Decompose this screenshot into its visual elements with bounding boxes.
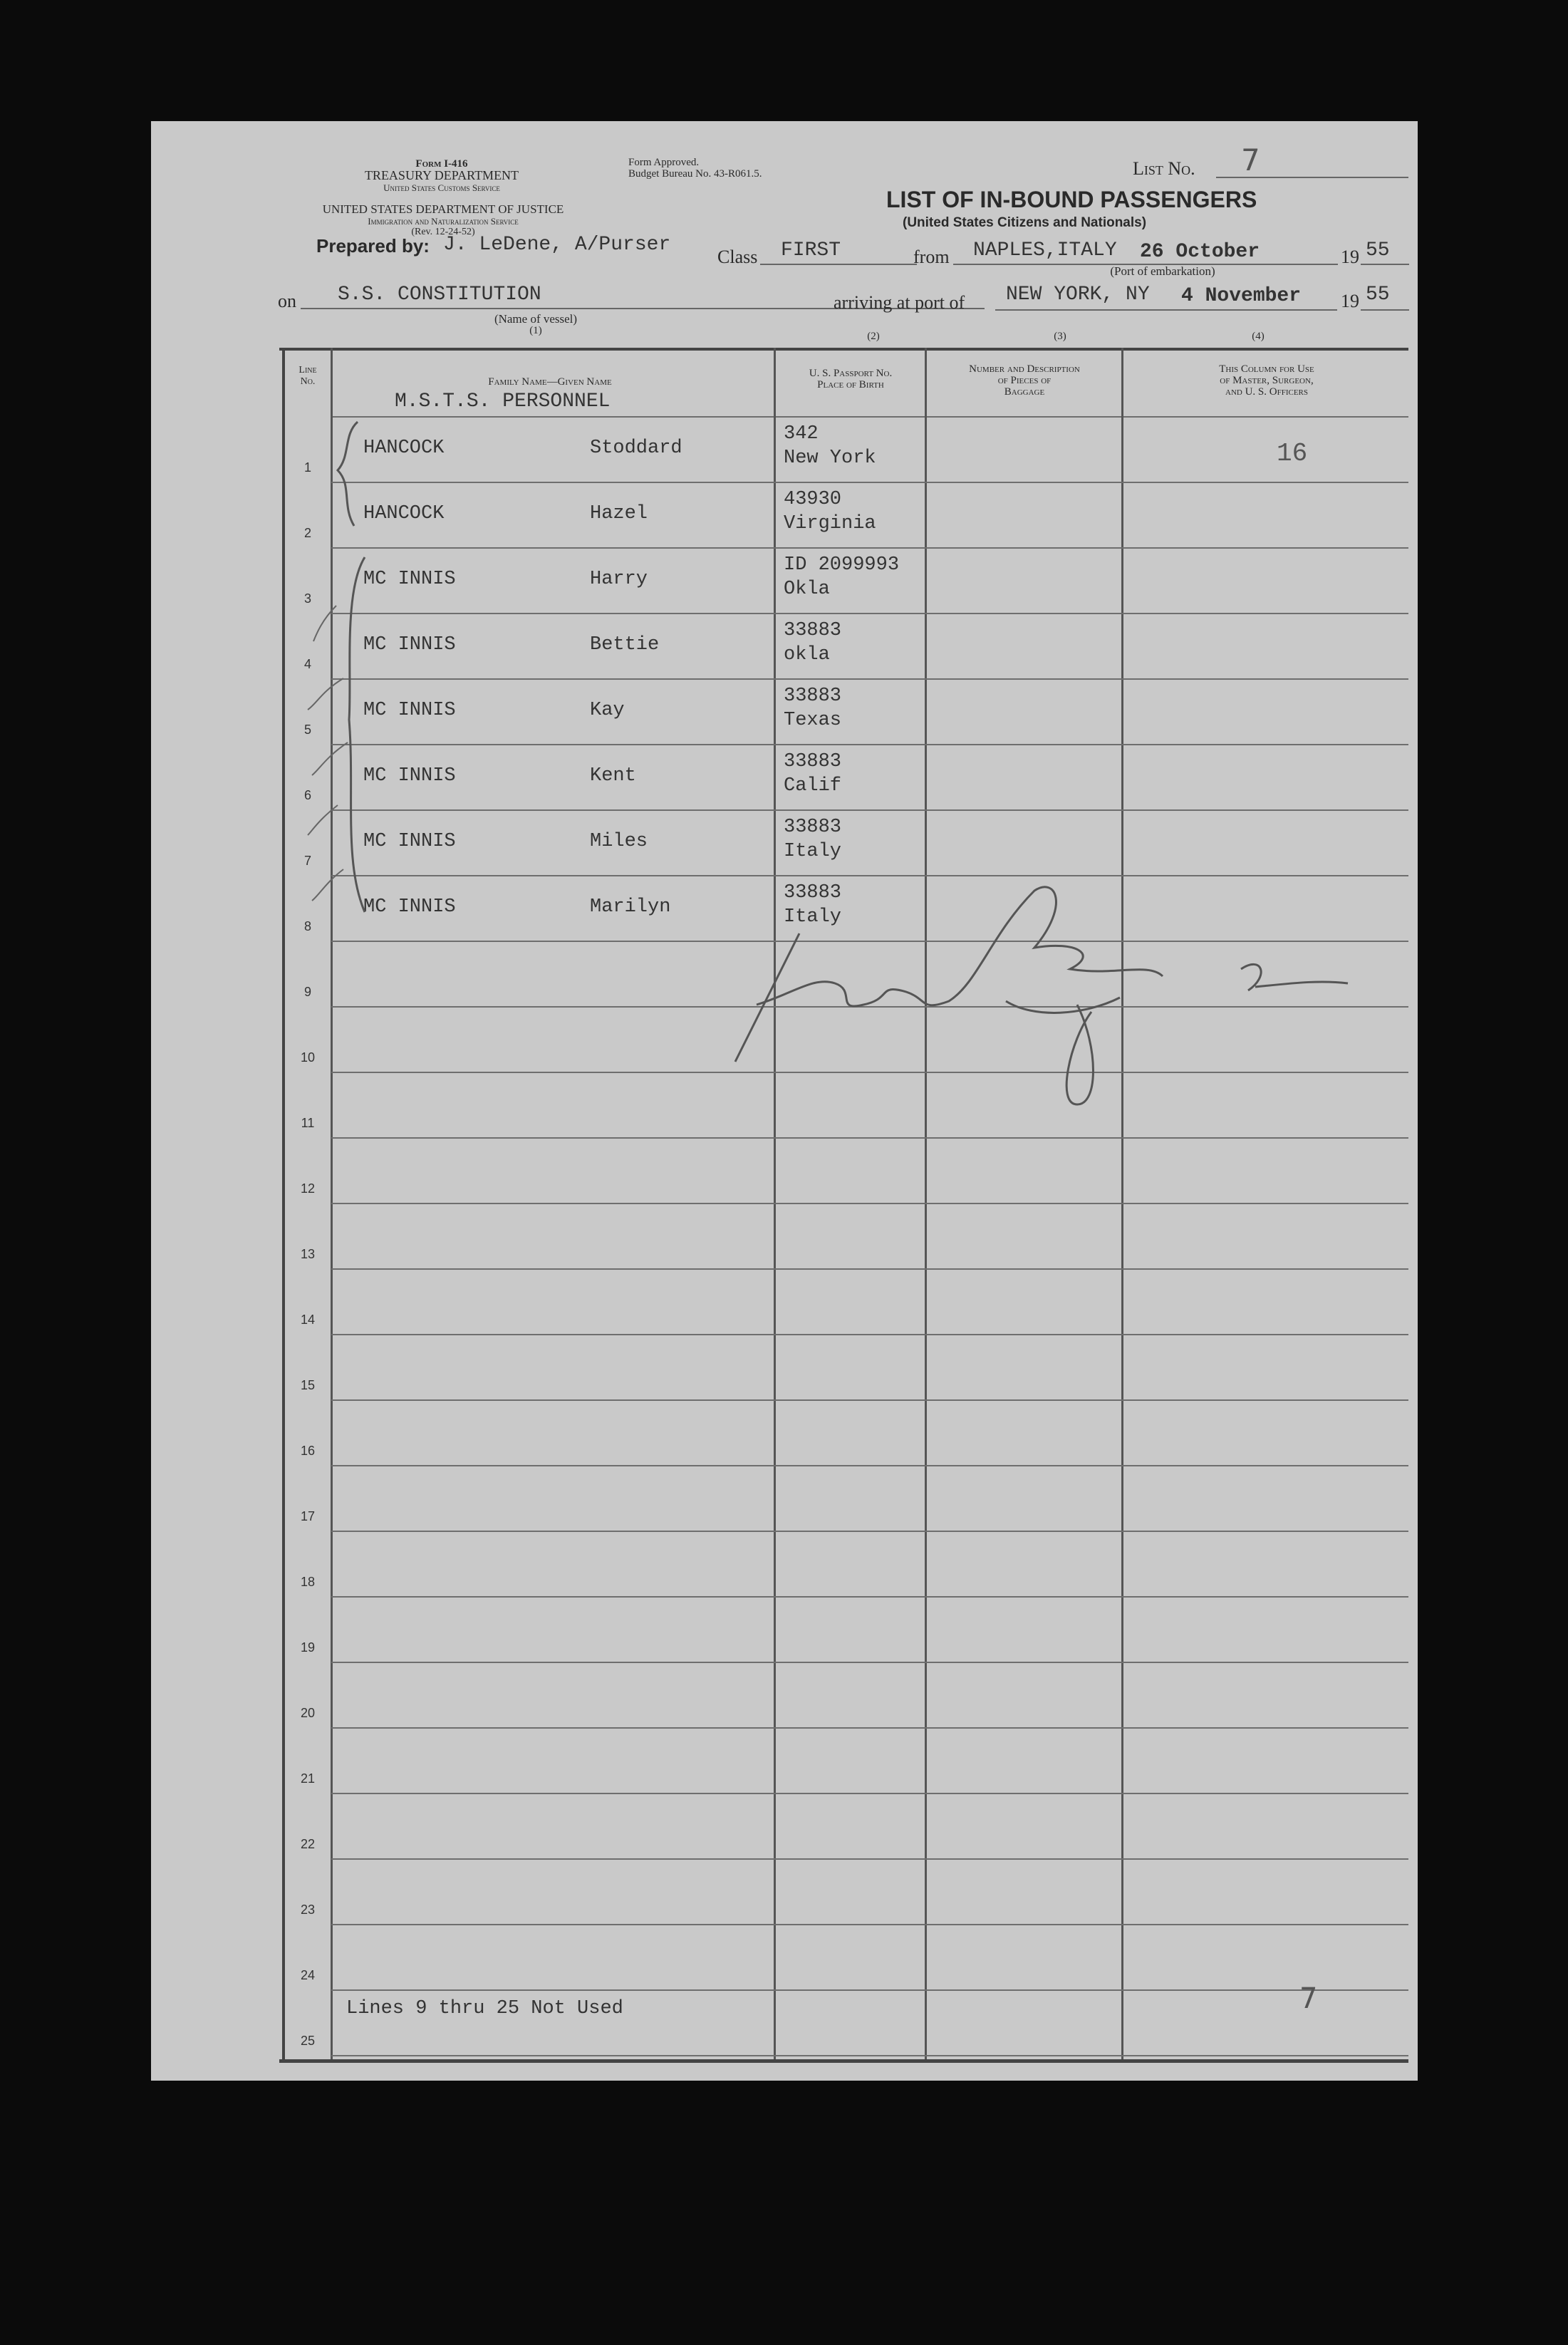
place-of-birth: Italy: [784, 906, 842, 928]
line-number: 21: [300, 1771, 316, 1786]
line-number: 24: [300, 1968, 316, 1982]
line-number: 9: [303, 985, 311, 999]
family-name: HANCOCK: [363, 438, 445, 459]
given-name: Miles: [590, 831, 648, 852]
arrival-date: 4 November: [1181, 285, 1302, 307]
depart-year-prefix: 19: [1341, 247, 1359, 267]
line-number: 4: [303, 657, 311, 671]
col-header-baggage: Number and Description of Pieces of Baggage: [969, 363, 1080, 398]
document-title: LIST OF IN-BOUND PASSENGERS: [886, 187, 1257, 212]
depart-year: 55: [1366, 239, 1390, 262]
family-name: MC INNIS: [363, 765, 456, 787]
line-number: 14: [300, 1313, 316, 1327]
line-number: 7: [303, 854, 311, 868]
arriving-label: arriving at port of: [834, 292, 965, 313]
place-of-birth: New York: [784, 447, 876, 469]
document-subtitle: (United States Citizens and Nationals): [903, 215, 1147, 230]
department-name: TREASURY DEPARTMENT: [364, 168, 519, 182]
bracket-stroke: [312, 869, 343, 901]
family-name: MC INNIS: [363, 896, 456, 918]
family-name: HANCOCK: [363, 503, 445, 524]
footer-note: Lines 9 thru 25 Not Used: [346, 1998, 623, 2019]
line-number: 18: [300, 1575, 316, 1589]
given-name: Harry: [590, 569, 648, 590]
group-header: M.S.T.S. PERSONNEL: [395, 390, 611, 413]
given-name: Marilyn: [590, 896, 671, 918]
line-number: 17: [300, 1509, 316, 1523]
passport-number: 33883: [784, 620, 842, 641]
handwritten-marks: [151, 121, 1418, 2081]
from-value: NAPLES,ITALY: [973, 239, 1117, 262]
form-number: Form I-416: [415, 158, 468, 170]
line-number: 2: [303, 526, 311, 540]
place-of-birth: Virginia: [784, 513, 876, 534]
on-label: on: [278, 291, 296, 311]
signature-stroke: [735, 887, 1348, 1104]
passport-number: 33883: [784, 882, 842, 904]
place-of-birth: Texas: [784, 710, 842, 731]
line-number: 5: [303, 723, 311, 737]
passport-number: 342: [784, 423, 819, 445]
class-label: Class: [717, 247, 758, 267]
col4-caption: (4): [1252, 331, 1265, 342]
line-number: 3: [303, 591, 311, 606]
passport-number: ID 2099993: [784, 554, 900, 576]
col-header-officers: This Column for Use of Master, Surgeon, and U. S. Officers: [1219, 363, 1314, 398]
line-number: 8: [303, 919, 311, 933]
approval-line: Form Approved.: [628, 157, 700, 168]
line-number: 19: [300, 1640, 316, 1655]
bracket-stroke: [313, 606, 336, 641]
family-name: MC INNIS: [363, 700, 456, 721]
family-name: MC INNIS: [363, 569, 456, 590]
officer-note: 16: [1277, 439, 1308, 468]
line-number: 25: [300, 2034, 316, 2048]
line-number: 1: [303, 460, 311, 475]
departure-date: 26 October: [1140, 241, 1260, 263]
line-number: 13: [300, 1247, 316, 1261]
ins-line: Immigration and Naturalization Service: [368, 216, 519, 227]
given-name: Bettie: [590, 634, 660, 656]
line-number: 6: [303, 788, 311, 802]
doj-line: UNITED STATES DEPARTMENT OF JUSTICE: [322, 202, 564, 216]
line-number: 12: [300, 1181, 316, 1196]
passport-number: 43930: [784, 489, 842, 510]
arrival-year: 55: [1366, 284, 1390, 306]
given-name: Stoddard: [590, 438, 682, 459]
bracket-stroke: [338, 422, 358, 526]
line-number: 16: [300, 1444, 316, 1458]
bracket-stroke: [308, 678, 343, 710]
place-of-birth: Italy: [784, 841, 842, 862]
from-label: from: [913, 247, 950, 267]
port-embark-caption: (Port of embarkation): [1110, 264, 1215, 278]
bracket-stroke: [349, 557, 365, 912]
given-name: Hazel: [590, 503, 648, 524]
line-number: 22: [300, 1837, 316, 1851]
list-no-value: 7: [1241, 143, 1260, 177]
footer-mark: 7: [1299, 1982, 1318, 2015]
line-number: 11: [301, 1116, 315, 1130]
list-no-label: List No.: [1133, 158, 1195, 179]
given-name: Kay: [590, 700, 625, 721]
prepared-by-label: Prepared by:: [316, 235, 430, 257]
col3-caption: (3): [1054, 331, 1066, 342]
col2-caption: (2): [867, 331, 880, 342]
col1-caption: (1): [529, 325, 542, 336]
prepared-by-value: J. LeDene, A/Purser: [443, 234, 671, 256]
family-name: MC INNIS: [363, 634, 456, 656]
line-number: 15: [300, 1378, 316, 1392]
bracket-stroke: [312, 742, 348, 775]
vessel-value: S.S. CONSTITUTION: [338, 284, 541, 306]
vessel-caption: (Name of vessel): [494, 312, 578, 326]
passport-number: 33883: [784, 817, 842, 838]
passport-number: 33883: [784, 751, 842, 772]
budget-bureau-line: Budget Bureau No. 43-R061.5.: [628, 168, 762, 180]
family-name: MC INNIS: [363, 831, 456, 852]
line-number: 20: [300, 1706, 316, 1720]
col-header-name: Family Name—Given Name: [488, 376, 612, 388]
col-header-line-no: Line No.: [298, 365, 317, 387]
bracket-stroke: [308, 805, 338, 835]
given-name: Kent: [590, 765, 636, 787]
line-number: 10: [300, 1050, 316, 1065]
service-name: United States Customs Service: [383, 182, 500, 193]
line-number: 23: [300, 1903, 316, 1917]
passport-number: 33883: [784, 685, 842, 707]
revision-line: (Rev. 12-24-52): [411, 227, 475, 237]
col-header-passport: U. S. Passport No. Place of Birth: [809, 368, 893, 390]
class-value: FIRST: [781, 239, 841, 262]
arrival-year-prefix: 19: [1341, 291, 1359, 311]
place-of-birth: okla: [784, 644, 830, 666]
place-of-birth: Okla: [784, 579, 830, 600]
place-of-birth: Calif: [784, 775, 842, 797]
manifest-page: [151, 121, 1418, 2081]
arrival-port: NEW YORK, NY: [1006, 284, 1150, 306]
